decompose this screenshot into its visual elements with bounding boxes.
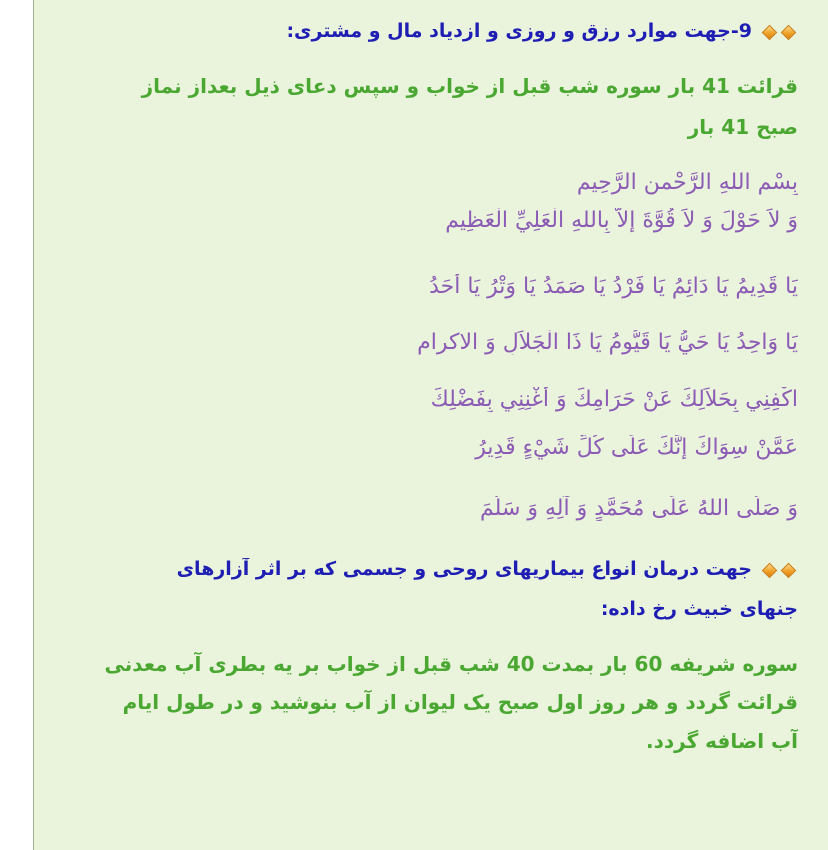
prayer-line: عَمَّنْ سِوَاكَ إِنَّكَ عَلَى كُلِّ شَيْءٍ قَدِيرُ (475, 435, 798, 460)
section1-instruction-line1: قرائت 41 بار سوره شب قبل از خواب و سپس دعای ذیل بعداز نماز (141, 74, 798, 98)
section2-instruction-line: قرائت گردد و هر روز اول صبح یک لیوان از آب بنوشید و در طول ایام (122, 690, 798, 714)
content-card (33, 0, 828, 850)
diamond-bullet-icon (762, 24, 778, 40)
prayer-line: يَا قَدِيمُ يَا دَائِمُ يَا فَرْدُ يَا صَمَدُ يَا وَتْرُ يَا أَحَدُ (429, 274, 798, 299)
bullet-group (760, 559, 798, 581)
section1-instruction-line2: صبح 41 بار (687, 115, 798, 139)
diamond-bullet-icon (762, 562, 778, 578)
prayer-line: وَ صَلَّى اللهُ عَلَى مُحَمَّدٍ وَ آلِهِ وَ سَلَّمَ (480, 496, 798, 521)
diamond-bullet-icon (781, 562, 797, 578)
section1-heading (48, 20, 798, 43)
prayer-line: بِسْمِ اللهِ الرَّحْمنِ الرَّحِيمِ (576, 170, 798, 195)
section2-heading-text: جهت درمان انواع بیماریهای روحی و جسمی که بر اثر آزارهای (176, 558, 752, 580)
diamond-bullet-icon (781, 24, 797, 40)
prayer-line: اكْفِنِي بِحَلاَلِكَ عَنْ حَرَامِكَ وَ أَغْنِنِي بِفَضْلِكَ (430, 387, 798, 412)
section2-instruction-line: سوره شریفه 60 بار بمدت 40 شب قبل از خواب بر یه بطری آب معدنی (104, 652, 798, 676)
section2-heading-line1 (48, 558, 798, 581)
bullet-group (760, 21, 798, 43)
prayer-line: وَ لاَ حَوْلَ وَ لاَ قُوَّةَ إِلاَّ بِاللهِ الْعَلِيِّ الْعَظِيمِ (445, 208, 798, 233)
section2-instruction-line: آب اضافه گردد. (646, 729, 798, 753)
prayer-line: يَا وَاحِدُ يَا حَيُّ يَا قَيُّومُ يَا ذَا الْجَلاَلِ وَ الاكرام (417, 330, 798, 355)
section1-heading-text: 9-جهت موارد رزق و روزی و ازدیاد مال و مشتری: (286, 20, 752, 42)
section2-heading-line2: جنهای خبیث رخ داده: (600, 598, 798, 620)
